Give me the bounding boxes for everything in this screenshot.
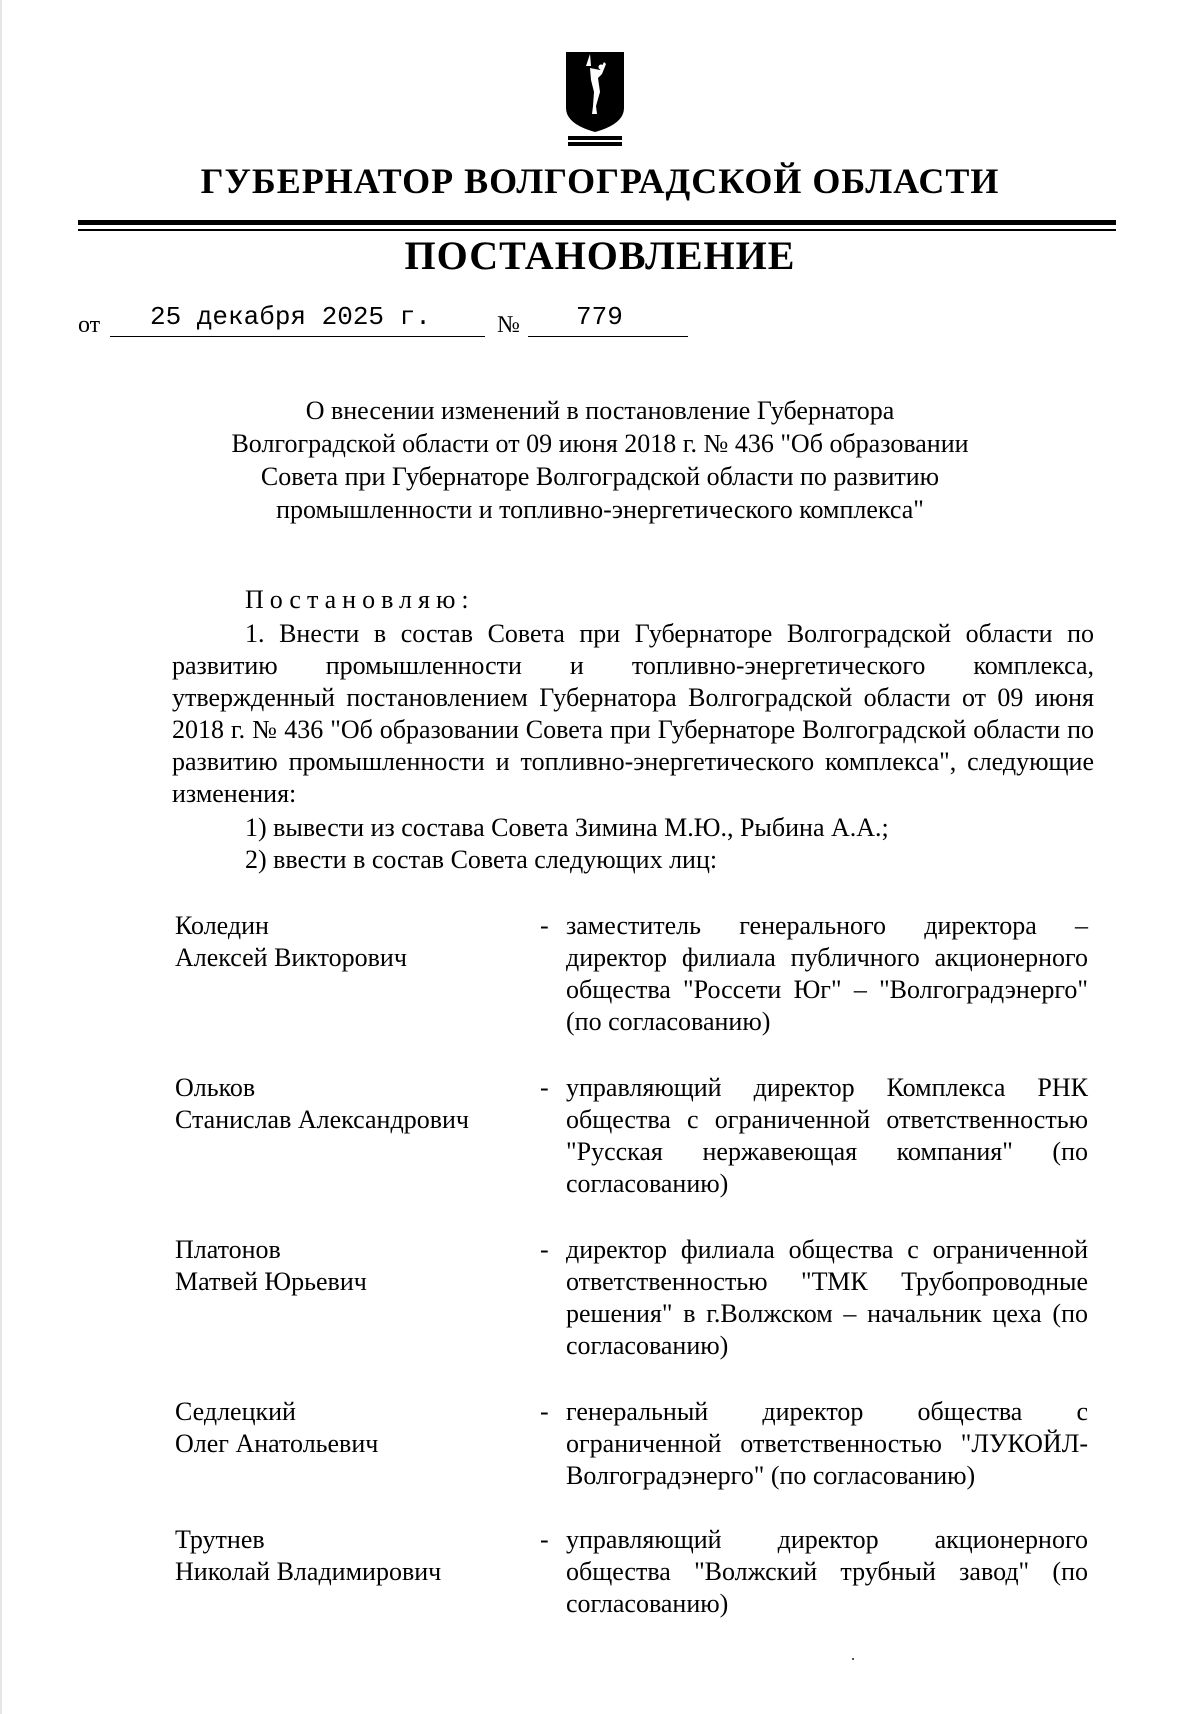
number-underline — [528, 336, 688, 337]
document-date: 25 декабря 2025 г. — [150, 302, 431, 332]
decree-word: Постановляю: — [245, 585, 475, 614]
member-dash: - — [540, 911, 549, 940]
member-given-names: Николай Владимирович — [175, 1557, 442, 1586]
member-surname: Трутнев — [175, 1525, 265, 1554]
member-role: заместитель генерального директора – директор филиала публичного акционерного общества "Россети Юг" – "Волгоградэнерго" (по согласованию) — [566, 911, 1088, 1036]
document-subject — [150, 394, 1050, 526]
member-dash: - — [540, 1235, 549, 1264]
paragraph-1: 1. Внести в состав Совета при Губернаторе Волгоградской области по развитию промышленности и топливно-энергетического комплекса, утвержденный постановлением Губернатора Волгоградской области от 09 июня 2018 г. № 436 "Об образовании Совета при Губернаторе Волгоградской области по развитию промышленности и топливно-энергетического комплекса", следующие изменения: — [172, 619, 1094, 808]
date-label: от — [78, 312, 101, 338]
member-surname: Ольков — [175, 1073, 256, 1102]
member-role: генеральный директор общества с ограниченной ответственностью "ЛУКОЙЛ-Волгоградэнерго" (по согласованию) — [566, 1397, 1088, 1490]
member-role: управляющий директор Комплекса РНК общества с ограниченной ответственностью "Русская нержавеющая компания" (по согласованию) — [566, 1073, 1088, 1198]
document-type: ПОСТАНОВЛЕНИЕ — [404, 233, 796, 278]
issuing-authority: ГУБЕРНАТОР ВОЛГОГРАДСКОЙ ОБЛАСТИ — [200, 161, 1000, 201]
header-rule-thick — [78, 220, 1116, 225]
item-2: 2) ввести в состав Совета следующих лиц: — [245, 845, 718, 874]
document-number: 779 — [576, 302, 623, 332]
member-role: управляющий директор акционерного общества "Волжский трубный завод" (по согласованию) — [566, 1525, 1088, 1618]
member-name — [175, 1524, 535, 1588]
member-given-names: Станислав Александрович — [175, 1105, 469, 1134]
member-given-names: Алексей Викторович — [175, 943, 407, 972]
subject-line: О внесении изменений в постановление Губернатора — [305, 396, 895, 425]
member-given-names: Матвей Юрьевич — [175, 1267, 367, 1296]
volgograd-coat-of-arms-icon — [560, 48, 630, 148]
member-role: директор филиала общества с ограниченной ответственностью "ТМК Трубопроводные решения" в г.Волжском – начальник цеха (по согласованию) — [566, 1235, 1088, 1360]
header-rule-thin — [78, 229, 1116, 231]
member-name — [175, 1072, 535, 1136]
subject-line: промышленности и топливно-энергетического комплекса" — [276, 495, 924, 524]
subject-line: Совета при Губернаторе Волгоградской области по развитию — [260, 462, 940, 491]
member-surname: Коледин — [175, 911, 269, 940]
member-dash: - — [540, 1525, 549, 1554]
member-name — [175, 1234, 535, 1298]
date-underline — [110, 336, 485, 337]
number-label: № — [497, 312, 520, 338]
item-1: 1) вывести из состава Совета Зимина М.Ю., Рыбина А.А.; — [245, 813, 889, 842]
member-surname: Платонов — [175, 1235, 281, 1264]
member-dash: - — [540, 1073, 549, 1102]
member-surname: Седлецкий — [175, 1397, 296, 1426]
member-given-names: Олег Анатольевич — [175, 1429, 379, 1458]
member-name — [175, 910, 535, 974]
subject-line: Волгоградской области от 09 июня 2018 г. № 436 "Об образовании — [231, 429, 969, 458]
scan-speck — [852, 1658, 854, 1660]
member-dash: - — [540, 1397, 549, 1426]
member-name — [175, 1396, 535, 1460]
